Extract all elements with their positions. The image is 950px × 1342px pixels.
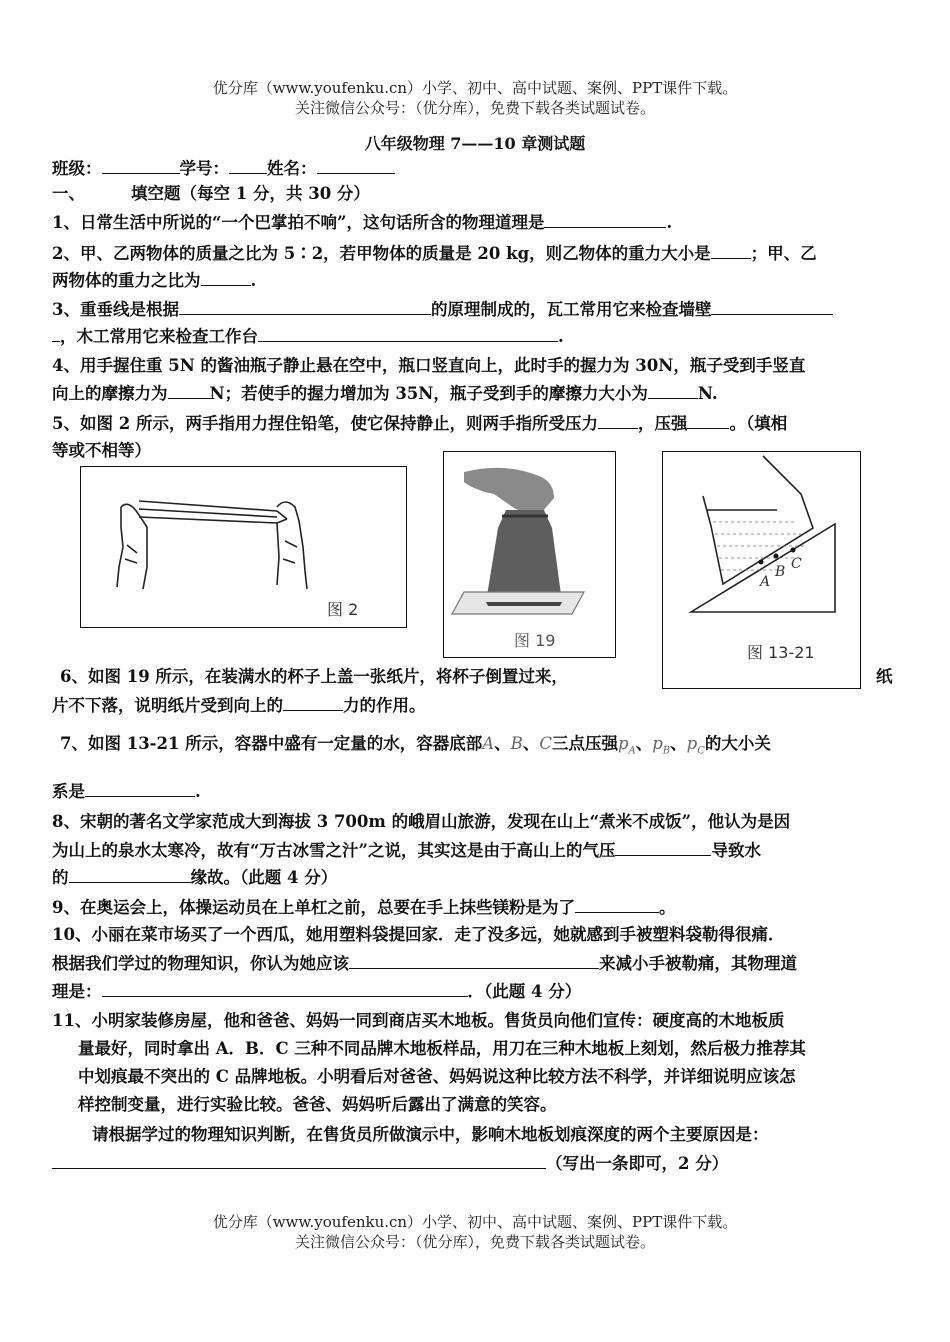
q9-blank[interactable]	[575, 896, 659, 913]
question-9: 9、在奥运会上，体操运动员在上单杠之前，总要在手上抹些镁粉是为了 。	[52, 898, 676, 917]
q8-blank-2[interactable]	[69, 866, 191, 883]
question-2	[52, 242, 817, 265]
question-4-cont	[52, 382, 718, 405]
var-pb-sub: B	[662, 745, 671, 757]
q8-text-e: 缘故。（此题 4 分）	[190, 868, 338, 887]
q6-text-a: 6、如图 19 所示，在装满水的杯子上盖一张纸片，将杯子倒置过来，	[60, 667, 568, 686]
section-title: 填空题（每空 1 分，共 30 分）	[131, 184, 370, 203]
question-11-cont-3	[78, 1094, 557, 1116]
point-b-label: B	[775, 564, 786, 580]
figure-13-21-caption: 图 13-21	[747, 643, 815, 662]
q6-text-d: 力的作用。	[343, 696, 426, 715]
point-c-label: C	[791, 556, 802, 572]
q10-blank-2[interactable]	[102, 980, 468, 997]
q4-text-c: N；若使手的握力增加为 35N，瓶子受到手的摩擦力大小为	[209, 384, 648, 403]
question-3	[52, 298, 833, 321]
q11-blank[interactable]	[52, 1152, 546, 1169]
q11-text-a: 11、小明家装修房屋，他和爸爸、妈妈一同到商店买木地板。售货员向他们宣传：硬度高的木地板质	[52, 1011, 785, 1030]
section-heading	[52, 183, 370, 205]
question-10-cont-2	[52, 980, 581, 1003]
var-b: B	[510, 734, 523, 753]
q3-blank-3[interactable]	[258, 325, 558, 342]
q8-blank-1[interactable]	[615, 839, 711, 856]
header-line-1: 优分库（www.youfenku.cn）小学、初中、高中试题、案例、PPT课件下载。	[212, 79, 738, 97]
q7-blank[interactable]	[85, 780, 195, 797]
q10-text-e: ．（此题 4 分）	[467, 982, 582, 1001]
q11-text-f: （写出一条即可，2 分）	[546, 1154, 729, 1173]
question-6	[60, 666, 568, 688]
var-pc-sub: C	[697, 745, 705, 757]
inverted-cup-illustration	[444, 452, 615, 657]
var-pa: p	[617, 734, 629, 753]
figure-13-21	[662, 451, 861, 689]
q5-text-d: 等或不相等）	[52, 441, 151, 460]
q3-text-a: 3、重垂线是根据	[52, 300, 179, 319]
q9-text-a: 9、在奥运会上，体操运动员在上单杠之前，总要在手上抹些镁粉是为了	[52, 898, 575, 917]
q4-text-a: 4、用手握住重 5N 的酱油瓶子静止悬在空中，瓶口竖直向上，此时手的握力为 30N，瓶子受到手竖直	[52, 356, 806, 375]
q4-text-b: 向上的摩擦力为	[52, 384, 168, 403]
question-4	[52, 355, 805, 377]
question-11-cont-2	[78, 1066, 796, 1088]
question-11-cont-1	[78, 1038, 806, 1060]
q3-blank-2-cont[interactable]	[52, 325, 60, 342]
q8-text-a: 8、宋朝的著名文学家范成大到海拔 3 700m 的峨眉山旅游，发现在山上“煮米不成饭”，他认为是因	[52, 812, 791, 831]
question-6-cont	[52, 694, 426, 717]
question-8-cont	[52, 839, 761, 862]
q5-text-b: ，压强	[637, 414, 688, 433]
student-info-line	[52, 157, 395, 180]
question-8	[52, 811, 790, 833]
q2-text-a: 2、甲、乙两物体的质量之比为 5∶2，若甲物体的质量是 20 kg，则乙物体的重力大小是	[52, 244, 711, 263]
q2-text-c: 两物体的重力之比为	[52, 271, 201, 290]
id-blank[interactable]	[229, 157, 267, 174]
q1-text: 1、日常生活中所说的“一个巴掌拍不响”，这句话所含的物理道理是	[52, 213, 545, 232]
var-pa-sub: A	[628, 745, 636, 757]
class-label: 班级：	[52, 159, 102, 178]
question-11-cont-4	[92, 1124, 769, 1146]
id-label: 学号：	[179, 159, 229, 178]
var-a: A	[482, 734, 495, 753]
page-title: 八年级物理 7——10 章测试题	[364, 134, 586, 153]
question-5-cont	[52, 440, 151, 462]
q7-text-b: 三点压强	[551, 734, 618, 753]
q5-blank-1[interactable]	[598, 412, 638, 429]
q2-text-b: ；甲、乙	[750, 244, 817, 263]
question-5	[52, 412, 787, 435]
q2-blank-1[interactable]	[711, 242, 751, 259]
q3-blank-1[interactable]	[179, 298, 431, 315]
q1-blank[interactable]	[544, 211, 666, 228]
q10-text-a: 10、小丽在菜市场买了一个西瓜，她用塑料袋提回家．走了没多远，她就感到手被塑料袋勒得很痛．	[52, 925, 785, 944]
question-7: 7、如图 13-21 所示，容器中盛有一定量的水，容器底部A、B、C三点压强$p_A$、$p_B$、$p_C$的大小关	[60, 734, 771, 757]
figure-19-caption: 图 19	[514, 631, 556, 650]
question-2-cont: 两物体的重力之比为 .	[52, 271, 257, 290]
q10-text-b: 根据我们学过的物理知识，你认为她应该	[52, 954, 349, 973]
q6-blank[interactable]	[283, 694, 343, 711]
figure-19	[443, 451, 616, 658]
q6-text-c: 片不下落，说明纸片受到向上的	[52, 696, 283, 715]
q7-text-d: 系是	[52, 782, 85, 801]
q8-text-b: 为山上的泉水太寒冷，故有“万古冰雪之汁”之说，其实这是由于高山上的气压	[52, 841, 616, 860]
question-7-cont: 系是 .	[52, 782, 201, 801]
question-8-cont-2	[52, 866, 337, 889]
q7-text-a: 7、如图 13-21 所示，容器中盛有一定量的水，容器底部	[60, 734, 483, 753]
header-line-2: 关注微信公众号：（优分库），免费下载各类试题试卷。	[294, 99, 655, 117]
q5-text-a: 5、如图 2 所示，两手指用力捏住铅笔，使它保持静止，则两手指所受压力	[52, 414, 598, 433]
var-pc: p	[686, 734, 698, 753]
q11-text-b: 量最好，同时拿出 A．B．C 三种不同品牌木地板样品，用刀在三种木地板上刻划，然后极力推荐其	[78, 1039, 806, 1058]
footer-line-1: 优分库（www.youfenku.cn）小学、初中、高中试题、案例、PPT课件下载。	[212, 1213, 738, 1231]
question-6-tail	[876, 666, 893, 688]
question-3-cont: ，木工常用它来检查工作台 .	[52, 325, 564, 348]
q2-blank-2[interactable]	[201, 269, 251, 286]
q10-blank-1[interactable]	[349, 952, 599, 969]
figure-2	[80, 466, 407, 628]
name-label: 姓名：	[267, 159, 317, 178]
var-c: C	[539, 734, 552, 753]
q11-text-e: 请根据学过的物理知识判断，在售货员所做演示中，影响木地板划痕深度的两个主要原因是：	[92, 1125, 769, 1144]
q4-blank-2[interactable]	[648, 382, 698, 399]
q8-text-d: 的	[52, 868, 69, 887]
section-number: 一、	[52, 184, 85, 203]
q5-blank-2[interactable]	[687, 412, 729, 429]
question-1: 1、日常生活中所说的“一个巴掌拍不响”，这句话所含的物理道理是 .	[52, 213, 673, 232]
figure-2-caption: 图 2	[327, 600, 359, 619]
q11-text-c: 中划痕最不突出的 C 品牌地板。小明看后对爸爸、妈妈说这种比较方法不科学，并详细说明应该怎	[78, 1067, 796, 1086]
question-10	[52, 924, 784, 946]
question-11-answer	[52, 1152, 728, 1175]
q8-text-c: 导致水	[711, 841, 761, 860]
q4-text-d: N.	[697, 384, 718, 403]
q10-text-d: 理是：	[52, 982, 102, 1001]
q3-text-b: 的原理制成的，瓦工常用它来检查墙壁	[430, 300, 712, 319]
name-blank[interactable]	[317, 157, 395, 174]
q5-text-c: 。（填相	[729, 414, 788, 433]
question-10-cont	[52, 952, 797, 975]
q7-text-c: 的大小关	[704, 734, 771, 753]
point-a-label: A	[760, 574, 771, 590]
var-pb: p	[652, 734, 663, 753]
q11-text-d: 样控制变量，进行实验比较。爸爸、妈妈听后露出了满意的笑容。	[78, 1095, 557, 1114]
question-11	[52, 1010, 784, 1032]
q4-blank-1[interactable]	[168, 382, 210, 399]
footer-line-2: 关注微信公众号：（优分库），免费下载各类试题试卷。	[294, 1233, 655, 1251]
q3-blank-2[interactable]	[711, 298, 833, 315]
q3-text-c: ，木工常用它来检查工作台	[60, 327, 258, 346]
q10-text-c: 来减小手被勒痛，其物理道	[599, 954, 797, 973]
class-blank[interactable]	[102, 157, 180, 174]
q6-text-b: 纸	[876, 667, 893, 686]
